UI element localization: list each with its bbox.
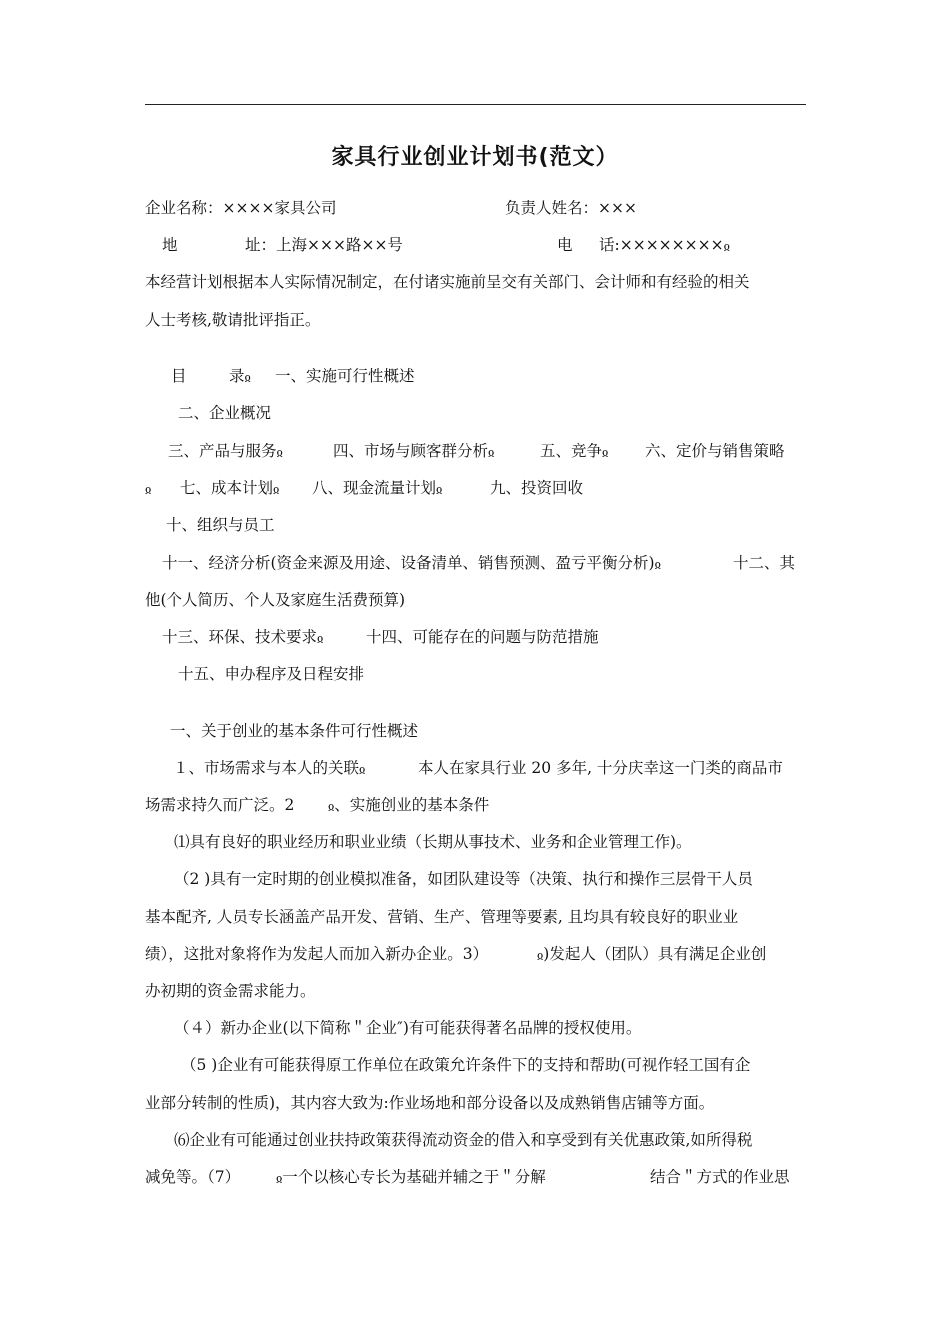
- paragraph-1-d: ჲ、实施创业的基本条件: [328, 796, 490, 814]
- toc-item-11: 十一、经济分析(资金来源及用途、设备清单、销售预测、盈亏平衡分析)ჲ: [162, 554, 661, 572]
- list-marker: ჲ: [359, 763, 366, 776]
- page-title: 家具行业创业计划书(范文）: [331, 145, 619, 170]
- condition-1: ⑴具有良好的职业经历和职业业绩（长期从事技术、业务和企业管理工作)。: [174, 833, 692, 851]
- toc-heading-mu: 目: [171, 367, 187, 385]
- intro-line-1: 本经营计划根据本人实际情况制定，在付诸实施前呈交有关部门、会计师和有经验的相关: [145, 273, 750, 291]
- condition-5-b: 业部分转制的性质)，其内容大致为:作业场地和部分设备以及成熟销售店铺等方面。: [145, 1094, 715, 1112]
- list-marker: ჲ: [723, 240, 730, 253]
- condition-5-a: （5 )企业有可能获得原工作单位在政策允许条件下的支持和帮助(可视作轻工国有企: [181, 1056, 751, 1074]
- toc-item-6: 六、定价与销售策略: [645, 442, 785, 460]
- toc-item-5: 五、竞争ჲ: [540, 442, 609, 460]
- header-rule: [145, 104, 806, 105]
- address-value: 址：上海×××路××号: [245, 236, 403, 254]
- list-marker: ჲ: [273, 483, 280, 496]
- condition-2-a: （2 )具有一定时期的创业模拟准备，如团队建设等（决策、执行和操作三层骨干人员: [174, 870, 753, 888]
- list-marker: ჲ: [328, 800, 335, 813]
- toc-heading-lu: 录ჲ: [229, 367, 251, 385]
- list-marker: ჲ: [317, 632, 324, 645]
- phone-value: 话:××××××××ჲ: [599, 236, 730, 254]
- toc-item-2: 二、企业概况: [178, 404, 272, 422]
- condition-6-a: ⑹企业有可能通过创业扶持政策获得流动资金的借入和享受到有关优惠政策,如所得税: [174, 1131, 753, 1149]
- list-marker: ჲ: [488, 446, 495, 459]
- condition-4: （４）新办企业(以下简称＂企业″)有可能获得著名品牌的授权使用。: [174, 1019, 642, 1037]
- paragraph-1-a: １、市场需求与本人的关联ჲ: [173, 759, 366, 777]
- company-name: 企业名称：××××家具公司: [145, 199, 337, 217]
- address-label: 地: [162, 236, 178, 254]
- list-marker: ჲ: [276, 446, 283, 459]
- toc-item-4: 四、市场与顾客群分析ჲ: [333, 442, 495, 460]
- condition-2-b: 基本配齐, 人员专长涵盖产品开发、营销、生产、管理等要素, 且均具有较良好的职业业: [145, 908, 739, 926]
- intro-line-2: 人士考核,敬请批评指正。: [145, 311, 321, 329]
- condition-7-a: ჲ一个以核心专长为基础并辅之于＂分解: [276, 1168, 546, 1186]
- phone-label: 电: [557, 236, 573, 254]
- list-marker: ჲ: [602, 446, 609, 459]
- list-marker: ჲ: [436, 483, 443, 496]
- toc-item-14: 十四、可能存在的问题与防范措施: [366, 628, 599, 646]
- list-marker: ჲ: [537, 949, 544, 962]
- toc-item-12-cont: 他(个人简历、个人及家庭生活费预算): [145, 591, 406, 609]
- owner-name: 负责人姓名：×××: [505, 199, 637, 217]
- condition-3: ჲ)发起人（团队）具有满足企业创: [537, 945, 767, 963]
- list-marker: ჲ: [145, 483, 152, 496]
- toc-item-9: 九、投资回收: [490, 479, 584, 497]
- toc-item-15: 十五、申办程序及日程安排: [178, 665, 365, 683]
- list-marker: ჲ: [244, 371, 251, 384]
- toc-item-13: 十三、环保、技术要求ჲ: [162, 628, 324, 646]
- condition-3-cont: 办初期的资金需求能力。: [145, 982, 316, 1000]
- section-heading: 一、关于创业的基本条件可行性概述: [170, 722, 419, 740]
- toc-item-8: 八、现金流量计划ჲ: [312, 479, 443, 497]
- toc-item-10: 十、组织与员工: [166, 516, 275, 534]
- toc-item-12: 十二、其: [733, 554, 796, 572]
- condition-2-c: 绩），这批对象将作为发起人而加入新办企业。3）: [145, 945, 489, 963]
- paragraph-1-c: 场需求持久而广泛。2: [145, 796, 295, 814]
- list-marker: ჲ: [654, 558, 661, 571]
- paragraph-1-b: 本人在家具行业 20 多年, 十分庆幸这一门类的商品市: [418, 759, 783, 777]
- toc-item-7: 七、成本计划ჲ: [180, 479, 280, 497]
- list-marker: ჲ: [276, 1172, 283, 1185]
- toc-item-1: 一、实施可行性概述: [275, 367, 415, 385]
- toc-item-3: 三、产品与服务ჲ: [168, 442, 283, 460]
- condition-6-b: 减免等。（7）: [145, 1168, 241, 1186]
- condition-7-b: 结合＂方式的作业思: [650, 1168, 790, 1186]
